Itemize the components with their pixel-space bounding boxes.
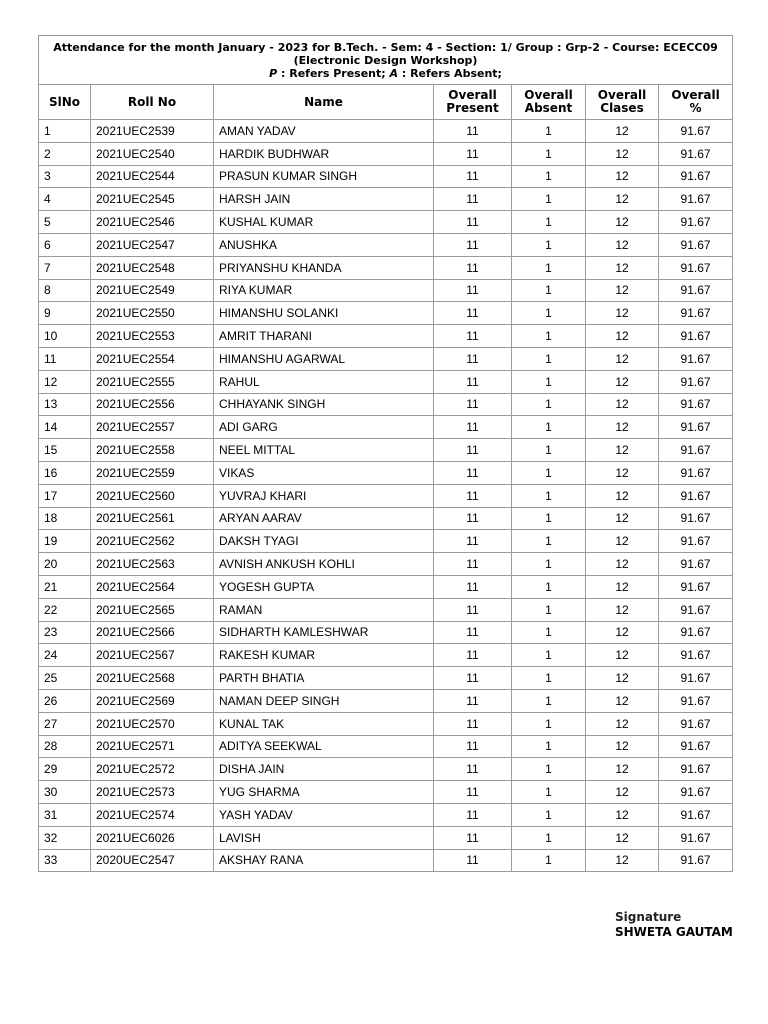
cell-absent: 1 (512, 393, 586, 416)
table-row (39, 758, 733, 781)
cell-present: 11 (434, 712, 512, 735)
cell-slno: 15 (39, 439, 91, 462)
table-row (39, 393, 733, 416)
table-row (39, 712, 733, 735)
cell-present: 11 (434, 735, 512, 758)
cell-slno: 3 (39, 165, 91, 188)
cell-name: AVNISH ANKUSH KOHLI (214, 553, 434, 576)
cell-present: 11 (434, 393, 512, 416)
cell-name: HARDIK BUDHWAR (214, 142, 434, 165)
cell-absent: 1 (512, 211, 586, 234)
cell-percent: 91.67 (659, 325, 733, 348)
cell-percent: 91.67 (659, 849, 733, 872)
cell-slno: 28 (39, 735, 91, 758)
cell-roll-no: 2021UEC2560 (91, 484, 214, 507)
cell-classes: 12 (586, 644, 659, 667)
cell-name: RIYA KUMAR (214, 279, 434, 302)
cell-classes: 12 (586, 803, 659, 826)
attendance-table (38, 35, 733, 872)
cell-percent: 91.67 (659, 621, 733, 644)
cell-percent: 91.67 (659, 530, 733, 553)
table-row (39, 735, 733, 758)
table-row (39, 120, 733, 143)
table-row (39, 781, 733, 804)
cell-slno: 5 (39, 211, 91, 234)
cell-present: 11 (434, 416, 512, 439)
cell-roll-no: 2021UEC2553 (91, 325, 214, 348)
table-row (39, 256, 733, 279)
cell-percent: 91.67 (659, 689, 733, 712)
cell-present: 11 (434, 256, 512, 279)
cell-present: 11 (434, 667, 512, 690)
cell-present: 11 (434, 439, 512, 462)
cell-absent: 1 (512, 849, 586, 872)
cell-present: 11 (434, 553, 512, 576)
cell-absent: 1 (512, 120, 586, 143)
cell-present: 11 (434, 142, 512, 165)
cell-roll-no: 2021UEC2549 (91, 279, 214, 302)
cell-classes: 12 (586, 120, 659, 143)
cell-absent: 1 (512, 803, 586, 826)
cell-classes: 12 (586, 142, 659, 165)
cell-roll-no: 2021UEC2570 (91, 712, 214, 735)
cell-present: 11 (434, 575, 512, 598)
cell-percent: 91.67 (659, 575, 733, 598)
cell-absent: 1 (512, 826, 586, 849)
cell-roll-no: 2021UEC2566 (91, 621, 214, 644)
cell-slno: 13 (39, 393, 91, 416)
cell-roll-no: 2021UEC2574 (91, 803, 214, 826)
cell-name: HARSH JAIN (214, 188, 434, 211)
cell-classes: 12 (586, 347, 659, 370)
cell-slno: 30 (39, 781, 91, 804)
cell-absent: 1 (512, 781, 586, 804)
legend-line (39, 67, 732, 80)
cell-roll-no: 2021UEC2567 (91, 644, 214, 667)
cell-percent: 91.67 (659, 233, 733, 256)
cell-percent: 91.67 (659, 211, 733, 234)
cell-percent: 91.67 (659, 553, 733, 576)
cell-name: YUG SHARMA (214, 781, 434, 804)
table-row (39, 279, 733, 302)
cell-classes: 12 (586, 530, 659, 553)
cell-roll-no: 2021UEC2539 (91, 120, 214, 143)
cell-absent: 1 (512, 256, 586, 279)
cell-name: HIMANSHU SOLANKI (214, 302, 434, 325)
table-row (39, 644, 733, 667)
cell-roll-no: 2021UEC2540 (91, 142, 214, 165)
cell-roll-no: 2021UEC2547 (91, 233, 214, 256)
cell-percent: 91.67 (659, 484, 733, 507)
cell-classes: 12 (586, 781, 659, 804)
cell-name: KUNAL TAK (214, 712, 434, 735)
cell-present: 11 (434, 621, 512, 644)
cell-name: NEEL MITTAL (214, 439, 434, 462)
col-header-percent: Overall % (659, 85, 733, 120)
cell-absent: 1 (512, 507, 586, 530)
cell-classes: 12 (586, 233, 659, 256)
cell-absent: 1 (512, 575, 586, 598)
cell-present: 11 (434, 165, 512, 188)
cell-slno: 32 (39, 826, 91, 849)
cell-classes: 12 (586, 621, 659, 644)
cell-present: 11 (434, 803, 512, 826)
cell-slno: 33 (39, 849, 91, 872)
cell-absent: 1 (512, 553, 586, 576)
cell-roll-no: 2021UEC2568 (91, 667, 214, 690)
table-row (39, 553, 733, 576)
table-body (39, 120, 733, 872)
cell-present: 11 (434, 188, 512, 211)
cell-percent: 91.67 (659, 803, 733, 826)
table-row (39, 142, 733, 165)
cell-absent: 1 (512, 279, 586, 302)
cell-name: KUSHAL KUMAR (214, 211, 434, 234)
cell-roll-no: 2021UEC2557 (91, 416, 214, 439)
cell-name: SIDHARTH KAMLESHWAR (214, 621, 434, 644)
cell-name: RAKESH KUMAR (214, 644, 434, 667)
table-row (39, 416, 733, 439)
cell-slno: 2 (39, 142, 91, 165)
cell-roll-no: 2021UEC2546 (91, 211, 214, 234)
col-header-present: Overall Present (434, 85, 512, 120)
title-line-2: (Electronic Design Workshop) (293, 53, 478, 67)
cell-name: AMAN YADAV (214, 120, 434, 143)
title-line-1: Attendance for the month January - 2023 for B.Tech. - Sem: 4 - Section: 1/ Group : Grp-2 - Course: ECECC09 (53, 40, 718, 54)
cell-name: ADI GARG (214, 416, 434, 439)
cell-percent: 91.67 (659, 120, 733, 143)
cell-present: 11 (434, 370, 512, 393)
cell-slno: 22 (39, 598, 91, 621)
cell-classes: 12 (586, 439, 659, 462)
cell-name: VIKAS (214, 461, 434, 484)
cell-slno: 8 (39, 279, 91, 302)
cell-present: 11 (434, 211, 512, 234)
cell-present: 11 (434, 461, 512, 484)
signatory-name: SHWETA GAUTAM (615, 925, 733, 939)
table-row (39, 439, 733, 462)
cell-percent: 91.67 (659, 598, 733, 621)
cell-slno: 7 (39, 256, 91, 279)
signature-block (615, 910, 733, 940)
col-header-name: Name (214, 85, 434, 120)
table-row (39, 849, 733, 872)
cell-percent: 91.67 (659, 826, 733, 849)
cell-present: 11 (434, 598, 512, 621)
cell-absent: 1 (512, 667, 586, 690)
cell-roll-no: 2021UEC2573 (91, 781, 214, 804)
table-row (39, 484, 733, 507)
cell-percent: 91.67 (659, 781, 733, 804)
legend-a-text: : Refers Absent; (398, 66, 502, 80)
cell-slno: 1 (39, 120, 91, 143)
table-row (39, 302, 733, 325)
cell-roll-no: 2021UEC2569 (91, 689, 214, 712)
cell-name: PRIYANSHU KHANDA (214, 256, 434, 279)
cell-absent: 1 (512, 439, 586, 462)
cell-slno: 9 (39, 302, 91, 325)
cell-absent: 1 (512, 370, 586, 393)
table-row (39, 507, 733, 530)
table-row (39, 347, 733, 370)
cell-absent: 1 (512, 530, 586, 553)
cell-roll-no: 2021UEC2562 (91, 530, 214, 553)
cell-present: 11 (434, 302, 512, 325)
cell-name: CHHAYANK SINGH (214, 393, 434, 416)
sheet-title (39, 36, 733, 85)
table-row (39, 621, 733, 644)
cell-present: 11 (434, 849, 512, 872)
cell-roll-no: 2021UEC2544 (91, 165, 214, 188)
cell-absent: 1 (512, 758, 586, 781)
cell-absent: 1 (512, 621, 586, 644)
cell-percent: 91.67 (659, 393, 733, 416)
cell-absent: 1 (512, 689, 586, 712)
cell-roll-no: 2021UEC2559 (91, 461, 214, 484)
cell-classes: 12 (586, 689, 659, 712)
cell-name: PRASUN KUMAR SINGH (214, 165, 434, 188)
cell-percent: 91.67 (659, 279, 733, 302)
cell-slno: 12 (39, 370, 91, 393)
cell-name: ADITYA SEEKWAL (214, 735, 434, 758)
table-row (39, 667, 733, 690)
cell-roll-no: 2021UEC2563 (91, 553, 214, 576)
table-row (39, 325, 733, 348)
cell-name: NAMAN DEEP SINGH (214, 689, 434, 712)
cell-slno: 10 (39, 325, 91, 348)
cell-roll-no: 2021UEC2564 (91, 575, 214, 598)
cell-roll-no: 2021UEC2572 (91, 758, 214, 781)
cell-percent: 91.67 (659, 416, 733, 439)
cell-absent: 1 (512, 165, 586, 188)
cell-roll-no: 2020UEC2547 (91, 849, 214, 872)
cell-classes: 12 (586, 370, 659, 393)
cell-percent: 91.67 (659, 644, 733, 667)
cell-slno: 27 (39, 712, 91, 735)
cell-percent: 91.67 (659, 347, 733, 370)
cell-roll-no: 2021UEC2548 (91, 256, 214, 279)
cell-absent: 1 (512, 598, 586, 621)
cell-percent: 91.67 (659, 461, 733, 484)
cell-slno: 4 (39, 188, 91, 211)
col-header-roll: Roll No (91, 85, 214, 120)
cell-classes: 12 (586, 165, 659, 188)
title-row (39, 36, 733, 85)
cell-percent: 91.67 (659, 165, 733, 188)
cell-name: RAMAN (214, 598, 434, 621)
cell-absent: 1 (512, 325, 586, 348)
table-row (39, 188, 733, 211)
cell-name: RAHUL (214, 370, 434, 393)
col-header-classes: Overall Clases (586, 85, 659, 120)
cell-present: 11 (434, 507, 512, 530)
cell-classes: 12 (586, 849, 659, 872)
table-row (39, 211, 733, 234)
cell-roll-no: 2021UEC2561 (91, 507, 214, 530)
header-row (39, 85, 733, 120)
cell-absent: 1 (512, 142, 586, 165)
cell-present: 11 (434, 758, 512, 781)
cell-percent: 91.67 (659, 188, 733, 211)
table-row (39, 826, 733, 849)
cell-present: 11 (434, 644, 512, 667)
cell-percent: 91.67 (659, 758, 733, 781)
cell-name: AKSHAY RANA (214, 849, 434, 872)
cell-percent: 91.67 (659, 370, 733, 393)
cell-classes: 12 (586, 461, 659, 484)
cell-absent: 1 (512, 712, 586, 735)
cell-slno: 23 (39, 621, 91, 644)
cell-classes: 12 (586, 735, 659, 758)
table-row (39, 575, 733, 598)
cell-absent: 1 (512, 484, 586, 507)
cell-slno: 18 (39, 507, 91, 530)
cell-roll-no: 2021UEC2550 (91, 302, 214, 325)
cell-slno: 31 (39, 803, 91, 826)
cell-classes: 12 (586, 279, 659, 302)
cell-slno: 14 (39, 416, 91, 439)
cell-percent: 91.67 (659, 735, 733, 758)
cell-classes: 12 (586, 712, 659, 735)
cell-percent: 91.67 (659, 256, 733, 279)
cell-classes: 12 (586, 325, 659, 348)
col-header-absent: Overall Absent (512, 85, 586, 120)
cell-classes: 12 (586, 484, 659, 507)
cell-slno: 26 (39, 689, 91, 712)
table-row (39, 165, 733, 188)
cell-percent: 91.67 (659, 667, 733, 690)
cell-name: HIMANSHU AGARWAL (214, 347, 434, 370)
cell-present: 11 (434, 530, 512, 553)
cell-slno: 21 (39, 575, 91, 598)
cell-absent: 1 (512, 461, 586, 484)
table-row (39, 233, 733, 256)
cell-slno: 6 (39, 233, 91, 256)
cell-slno: 11 (39, 347, 91, 370)
cell-classes: 12 (586, 507, 659, 530)
cell-slno: 20 (39, 553, 91, 576)
attendance-sheet (38, 35, 732, 872)
cell-roll-no: 2021UEC2558 (91, 439, 214, 462)
cell-percent: 91.67 (659, 712, 733, 735)
table-row (39, 530, 733, 553)
cell-present: 11 (434, 484, 512, 507)
cell-classes: 12 (586, 416, 659, 439)
cell-name: ANUSHKA (214, 233, 434, 256)
cell-name: YASH YADAV (214, 803, 434, 826)
cell-name: LAVISH (214, 826, 434, 849)
cell-slno: 29 (39, 758, 91, 781)
cell-name: ARYAN AARAV (214, 507, 434, 530)
cell-slno: 25 (39, 667, 91, 690)
cell-name: PARTH BHATIA (214, 667, 434, 690)
cell-classes: 12 (586, 211, 659, 234)
signature-label: Signature (615, 910, 682, 924)
cell-name: YUVRAJ KHARI (214, 484, 434, 507)
cell-roll-no: 2021UEC2555 (91, 370, 214, 393)
cell-name: AMRIT THARANI (214, 325, 434, 348)
cell-slno: 16 (39, 461, 91, 484)
cell-present: 11 (434, 279, 512, 302)
cell-percent: 91.67 (659, 142, 733, 165)
cell-roll-no: 2021UEC2565 (91, 598, 214, 621)
cell-classes: 12 (586, 667, 659, 690)
cell-slno: 17 (39, 484, 91, 507)
cell-present: 11 (434, 689, 512, 712)
legend-a: A (389, 66, 399, 80)
cell-percent: 91.67 (659, 507, 733, 530)
table-row (39, 689, 733, 712)
table-row (39, 461, 733, 484)
cell-classes: 12 (586, 758, 659, 781)
cell-classes: 12 (586, 302, 659, 325)
cell-percent: 91.67 (659, 302, 733, 325)
cell-name: DAKSH TYAGI (214, 530, 434, 553)
cell-absent: 1 (512, 416, 586, 439)
cell-roll-no: 2021UEC2556 (91, 393, 214, 416)
cell-absent: 1 (512, 302, 586, 325)
table-row (39, 598, 733, 621)
cell-name: YOGESH GUPTA (214, 575, 434, 598)
cell-present: 11 (434, 120, 512, 143)
cell-absent: 1 (512, 347, 586, 370)
cell-roll-no: 2021UEC2571 (91, 735, 214, 758)
cell-percent: 91.67 (659, 439, 733, 462)
cell-absent: 1 (512, 188, 586, 211)
cell-roll-no: 2021UEC6026 (91, 826, 214, 849)
cell-absent: 1 (512, 644, 586, 667)
cell-classes: 12 (586, 553, 659, 576)
cell-present: 11 (434, 325, 512, 348)
cell-slno: 24 (39, 644, 91, 667)
legend-p-text: : Refers Present; (277, 66, 390, 80)
cell-classes: 12 (586, 826, 659, 849)
cell-name: DISHA JAIN (214, 758, 434, 781)
cell-present: 11 (434, 347, 512, 370)
table-row (39, 803, 733, 826)
cell-present: 11 (434, 233, 512, 256)
cell-absent: 1 (512, 233, 586, 256)
legend-p: P (269, 66, 278, 80)
cell-classes: 12 (586, 188, 659, 211)
cell-slno: 19 (39, 530, 91, 553)
cell-classes: 12 (586, 393, 659, 416)
cell-classes: 12 (586, 598, 659, 621)
cell-present: 11 (434, 781, 512, 804)
cell-roll-no: 2021UEC2545 (91, 188, 214, 211)
cell-absent: 1 (512, 735, 586, 758)
cell-roll-no: 2021UEC2554 (91, 347, 214, 370)
cell-present: 11 (434, 826, 512, 849)
cell-classes: 12 (586, 256, 659, 279)
cell-classes: 12 (586, 575, 659, 598)
table-row (39, 370, 733, 393)
col-header-slno: SlNo (39, 85, 91, 120)
